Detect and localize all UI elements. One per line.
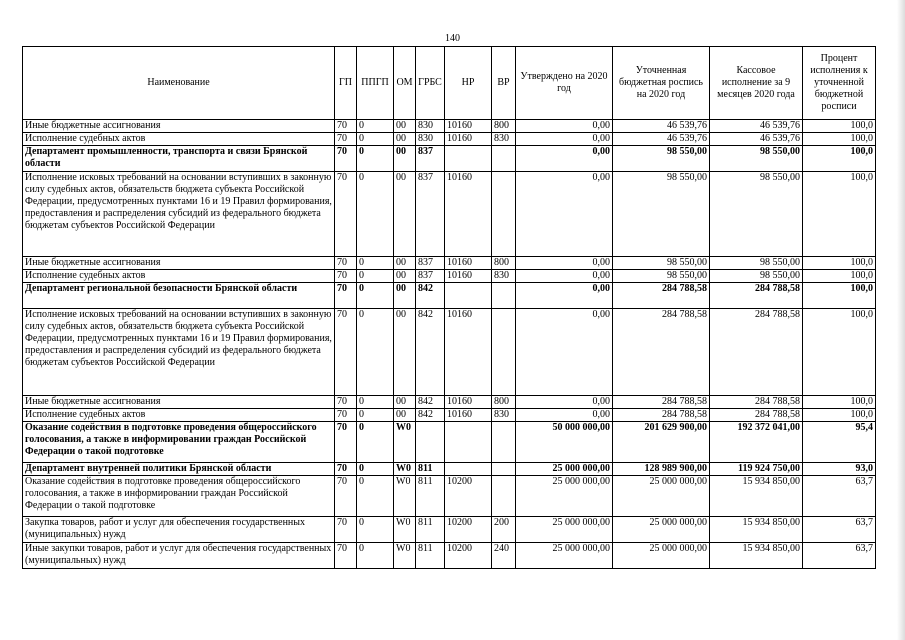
header-cash: Кассовое исполнение за 9 месяцев 2020 года [710, 47, 803, 120]
cell-om: 00 [394, 120, 416, 133]
cell-name: Оказание содействия в подготовке проведения общероссийского голосования, а также в информировании граждан Российской Федерации о такой подготовке [23, 422, 335, 463]
cell-vr: 200 [492, 517, 516, 543]
header-ppgp: ППГП [357, 47, 394, 120]
cell-ppgp: 0 [357, 309, 394, 396]
cell-vr: 800 [492, 120, 516, 133]
cell-vr: 830 [492, 270, 516, 283]
cell-vr [492, 476, 516, 517]
cell-vr: 830 [492, 409, 516, 422]
table-row [23, 172, 876, 257]
cell-approved: 0,00 [516, 120, 613, 133]
cell-name: Иные бюджетные ассигнования [23, 257, 335, 270]
cell-ppgp: 0 [357, 146, 394, 172]
cell-nr [445, 422, 492, 463]
cell-grbs: 837 [416, 172, 445, 257]
table-row [23, 409, 876, 422]
cell-om: 00 [394, 270, 416, 283]
cell-refined: 98 550,00 [613, 146, 710, 172]
cell-grbs: 837 [416, 146, 445, 172]
cell-approved: 0,00 [516, 172, 613, 257]
cell-approved: 0,00 [516, 257, 613, 270]
cell-gp: 70 [335, 422, 357, 463]
cell-nr: 10160 [445, 309, 492, 396]
cell-om: 00 [394, 133, 416, 146]
cell-grbs: 842 [416, 309, 445, 396]
cell-gp: 70 [335, 396, 357, 409]
cell-percent: 100,0 [803, 396, 876, 409]
cell-vr: 240 [492, 543, 516, 569]
cell-ppgp: 0 [357, 409, 394, 422]
table-row [23, 283, 876, 309]
cell-vr [492, 146, 516, 172]
cell-percent: 93,0 [803, 463, 876, 476]
cell-refined: 284 788,58 [613, 409, 710, 422]
cell-om: W0 [394, 463, 416, 476]
cell-grbs: 842 [416, 283, 445, 309]
cell-vr: 830 [492, 133, 516, 146]
cell-nr: 10200 [445, 543, 492, 569]
cell-om: 00 [394, 146, 416, 172]
cell-cash: 192 372 041,00 [710, 422, 803, 463]
cell-nr [445, 146, 492, 172]
cell-vr [492, 283, 516, 309]
cell-om: 00 [394, 309, 416, 396]
cell-grbs: 842 [416, 396, 445, 409]
cell-approved: 50 000 000,00 [516, 422, 613, 463]
cell-percent: 100,0 [803, 409, 876, 422]
cell-percent: 100,0 [803, 146, 876, 172]
cell-refined: 25 000 000,00 [613, 517, 710, 543]
cell-cash: 119 924 750,00 [710, 463, 803, 476]
page-number: 140 [445, 33, 460, 44]
cell-refined: 284 788,58 [613, 283, 710, 309]
cell-nr: 10160 [445, 270, 492, 283]
cell-nr: 10160 [445, 396, 492, 409]
cell-gp: 70 [335, 257, 357, 270]
header-om: ОМ [394, 47, 416, 120]
cell-gp: 70 [335, 309, 357, 396]
cell-cash: 46 539,76 [710, 120, 803, 133]
cell-percent: 63,7 [803, 543, 876, 569]
cell-name: Исполнение судебных актов [23, 270, 335, 283]
cell-gp: 70 [335, 463, 357, 476]
cell-nr: 10160 [445, 120, 492, 133]
cell-ppgp: 0 [357, 396, 394, 409]
cell-grbs: 811 [416, 543, 445, 569]
cell-approved: 0,00 [516, 270, 613, 283]
cell-om: W0 [394, 543, 416, 569]
cell-percent: 63,7 [803, 517, 876, 543]
cell-grbs: 811 [416, 517, 445, 543]
cell-vr [492, 422, 516, 463]
cell-cash: 284 788,58 [710, 396, 803, 409]
header-vr: ВР [492, 47, 516, 120]
cell-approved: 0,00 [516, 283, 613, 309]
header-approved: Утверждено на 2020 год [516, 47, 613, 120]
cell-ppgp: 0 [357, 543, 394, 569]
cell-gp: 70 [335, 133, 357, 146]
cell-percent: 95,4 [803, 422, 876, 463]
cell-ppgp: 0 [357, 133, 394, 146]
cell-name: Исполнение судебных актов [23, 133, 335, 146]
cell-ppgp: 0 [357, 172, 394, 257]
cell-nr: 10200 [445, 517, 492, 543]
cell-name: Закупка товаров, работ и услуг для обеспечения государственных (муниципальных) нужд [23, 517, 335, 543]
cell-vr [492, 463, 516, 476]
cell-gp: 70 [335, 120, 357, 133]
table-row [23, 146, 876, 172]
cell-approved: 25 000 000,00 [516, 463, 613, 476]
cell-name: Иные бюджетные ассигнования [23, 396, 335, 409]
header-gp: ГП [335, 47, 357, 120]
cell-ppgp: 0 [357, 476, 394, 517]
cell-cash: 284 788,58 [710, 409, 803, 422]
cell-grbs: 811 [416, 476, 445, 517]
cell-approved: 25 000 000,00 [516, 517, 613, 543]
cell-vr: 800 [492, 257, 516, 270]
header-refined: Уточненная бюджетная роспись на 2020 год [613, 47, 710, 120]
cell-approved: 0,00 [516, 133, 613, 146]
cell-nr: 10160 [445, 133, 492, 146]
cell-ppgp: 0 [357, 120, 394, 133]
cell-om: 00 [394, 409, 416, 422]
cell-cash: 15 934 850,00 [710, 517, 803, 543]
cell-approved: 0,00 [516, 409, 613, 422]
cell-approved: 0,00 [516, 309, 613, 396]
cell-percent: 100,0 [803, 257, 876, 270]
cell-om: W0 [394, 422, 416, 463]
table-row [23, 120, 876, 133]
cell-cash: 98 550,00 [710, 257, 803, 270]
cell-name: Иные закупки товаров, работ и услуг для обеспечения государственных (муниципальных) нужд [23, 543, 335, 569]
cell-refined: 284 788,58 [613, 309, 710, 396]
cell-name: Департамент внутренней политики Брянской области [23, 463, 335, 476]
cell-om: 00 [394, 396, 416, 409]
cell-approved: 0,00 [516, 396, 613, 409]
cell-om: 00 [394, 257, 416, 270]
cell-name: Исполнение исковых требований на основании вступивших в законную силу судебных актов, обязательств бюджета субъекта Российской Федерации, предусмотренных пунктами 16 и 19 Правил формирования, предоставления и распределения субсидий из федерального бюджета бюджетам субъектов Российской Федерации [23, 309, 335, 396]
cell-om: 00 [394, 172, 416, 257]
cell-gp: 70 [335, 517, 357, 543]
cell-percent: 100,0 [803, 309, 876, 396]
cell-gp: 70 [335, 283, 357, 309]
cell-grbs: 830 [416, 133, 445, 146]
cell-refined: 98 550,00 [613, 270, 710, 283]
cell-grbs: 837 [416, 270, 445, 283]
cell-nr [445, 283, 492, 309]
table-row [23, 476, 876, 517]
cell-name: Департамент промышленности, транспорта и связи Брянской области [23, 146, 335, 172]
cell-ppgp: 0 [357, 463, 394, 476]
cell-refined: 25 000 000,00 [613, 543, 710, 569]
cell-grbs: 842 [416, 409, 445, 422]
cell-refined: 98 550,00 [613, 172, 710, 257]
table-header-row [23, 47, 876, 120]
cell-om: W0 [394, 517, 416, 543]
cell-name: Иные бюджетные ассигнования [23, 120, 335, 133]
cell-gp: 70 [335, 543, 357, 569]
header-percent: Процент исполнения к уточненной бюджетной росписи [803, 47, 876, 120]
cell-approved: 25 000 000,00 [516, 476, 613, 517]
cell-cash: 15 934 850,00 [710, 543, 803, 569]
cell-gp: 70 [335, 409, 357, 422]
cell-refined: 284 788,58 [613, 396, 710, 409]
cell-vr [492, 309, 516, 396]
cell-nr: 10160 [445, 257, 492, 270]
cell-ppgp: 0 [357, 517, 394, 543]
cell-nr [445, 463, 492, 476]
cell-gp: 70 [335, 146, 357, 172]
cell-cash: 98 550,00 [710, 146, 803, 172]
cell-nr: 10160 [445, 409, 492, 422]
cell-percent: 100,0 [803, 133, 876, 146]
table-row [23, 463, 876, 476]
cell-cash: 15 934 850,00 [710, 476, 803, 517]
cell-nr: 10160 [445, 172, 492, 257]
cell-ppgp: 0 [357, 422, 394, 463]
cell-ppgp: 0 [357, 283, 394, 309]
cell-refined: 98 550,00 [613, 257, 710, 270]
header-grbs: ГРБС [416, 47, 445, 120]
cell-ppgp: 0 [357, 257, 394, 270]
cell-grbs: 837 [416, 257, 445, 270]
cell-percent: 100,0 [803, 172, 876, 257]
cell-om: W0 [394, 476, 416, 517]
table-row [23, 270, 876, 283]
cell-percent: 100,0 [803, 283, 876, 309]
header-nr: НР [445, 47, 492, 120]
cell-gp: 70 [335, 270, 357, 283]
cell-vr: 800 [492, 396, 516, 409]
cell-cash: 284 788,58 [710, 283, 803, 309]
scan-edge-shadow [897, 0, 905, 640]
cell-name: Исполнение судебных актов [23, 409, 335, 422]
cell-grbs: 811 [416, 463, 445, 476]
cell-refined: 128 989 900,00 [613, 463, 710, 476]
cell-refined: 201 629 900,00 [613, 422, 710, 463]
cell-gp: 70 [335, 476, 357, 517]
table-row [23, 543, 876, 569]
table-row [23, 257, 876, 270]
table-row [23, 517, 876, 543]
table-row [23, 133, 876, 146]
cell-refined: 46 539,76 [613, 133, 710, 146]
cell-nr: 10200 [445, 476, 492, 517]
cell-approved: 25 000 000,00 [516, 543, 613, 569]
cell-om: 00 [394, 283, 416, 309]
cell-percent: 63,7 [803, 476, 876, 517]
header-name: Наименование [23, 47, 335, 120]
cell-cash: 98 550,00 [710, 270, 803, 283]
table-row [23, 422, 876, 463]
cell-name: Исполнение исковых требований на основании вступивших в законную силу судебных актов, обязательств бюджета субъекта Российской Федерации, предусмотренных пунктами 16 и 19 Правил формирования, предоставления и распределения субсидий из федерального бюджета бюджетам субъектов Российской Федерации [23, 172, 335, 257]
cell-percent: 100,0 [803, 270, 876, 283]
cell-vr [492, 172, 516, 257]
cell-cash: 284 788,58 [710, 309, 803, 396]
cell-approved: 0,00 [516, 146, 613, 172]
cell-ppgp: 0 [357, 270, 394, 283]
cell-grbs: 830 [416, 120, 445, 133]
cell-cash: 46 539,76 [710, 133, 803, 146]
cell-name: Департамент региональной безопасности Брянской области [23, 283, 335, 309]
table-row [23, 309, 876, 396]
cell-name: Оказание содействия в подготовке проведения общероссийского голосования, а также в информировании граждан Российской Федерации о такой подготовке [23, 476, 335, 517]
cell-cash: 98 550,00 [710, 172, 803, 257]
table-row [23, 396, 876, 409]
cell-grbs [416, 422, 445, 463]
cell-refined: 46 539,76 [613, 120, 710, 133]
cell-gp: 70 [335, 172, 357, 257]
cell-percent: 100,0 [803, 120, 876, 133]
budget-table [22, 46, 876, 569]
cell-refined: 25 000 000,00 [613, 476, 710, 517]
